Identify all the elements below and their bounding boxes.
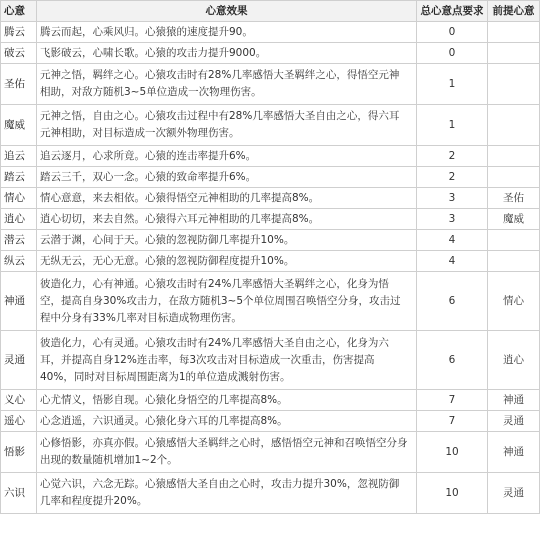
effect-text: 追云逐月，心求所竟。心猿的连击率提升6%。 — [40, 149, 257, 162]
prereq-cell — [488, 43, 540, 64]
mind-name-text: 追云 — [4, 149, 25, 162]
header-effect: 心意效果 — [37, 1, 417, 22]
points-cell — [417, 146, 488, 167]
mind-name-text: 纵云 — [4, 254, 25, 267]
points-text: 4 — [448, 233, 456, 246]
table-row — [1, 105, 540, 146]
points-cell — [417, 188, 488, 209]
prereq-text: 神通 — [503, 445, 524, 458]
points-cell — [417, 411, 488, 432]
effect-cell — [37, 331, 417, 390]
effect-cell — [37, 411, 417, 432]
table-header-row — [1, 1, 540, 22]
prereq-cell — [488, 411, 540, 432]
mind-name-cell — [1, 64, 37, 105]
table-row — [1, 209, 540, 230]
effect-text: 无纵无云，无心无意。心猿的忽视防御程度提升10%。 — [40, 254, 295, 267]
table-body — [1, 22, 540, 514]
mind-name-cell — [1, 331, 37, 390]
points-cell — [417, 167, 488, 188]
prereq-cell — [488, 209, 540, 230]
mind-name-cell — [1, 230, 37, 251]
table-row — [1, 432, 540, 473]
prereq-cell — [488, 167, 540, 188]
prereq-text: 魔威 — [503, 212, 524, 225]
prereq-text: 灵通 — [503, 414, 524, 427]
points-cell — [417, 64, 488, 105]
points-cell — [417, 251, 488, 272]
points-cell — [417, 105, 488, 146]
points-text: 3 — [448, 212, 456, 225]
prereq-cell — [488, 230, 540, 251]
mind-name-cell — [1, 105, 37, 146]
points-text: 10 — [445, 445, 459, 458]
mind-name-text: 义心 — [4, 393, 25, 406]
effect-cell — [37, 209, 417, 230]
prereq-cell — [488, 64, 540, 105]
effect-cell — [37, 188, 417, 209]
mind-name-text: 神通 — [4, 294, 25, 307]
points-cell — [417, 390, 488, 411]
effect-cell — [37, 251, 417, 272]
prereq-text: 逍心 — [503, 353, 524, 366]
points-text: 1 — [448, 77, 456, 90]
prereq-cell — [488, 146, 540, 167]
effect-text: 心觉六识，六念无踪。心猿感悟大圣自由之心时，攻击力提升30%，忽视防御 几率和程度提升20%。 — [40, 478, 400, 507]
table-row — [1, 230, 540, 251]
effect-cell — [37, 390, 417, 411]
prereq-text: 神通 — [503, 393, 524, 406]
effect-cell — [37, 272, 417, 331]
effect-text: 情心意意，来去相依。心猿得悟空元神相助的几率提高8%。 — [40, 191, 320, 204]
effect-cell — [37, 230, 417, 251]
mind-name-cell — [1, 209, 37, 230]
points-text: 1 — [448, 118, 456, 131]
table-row — [1, 473, 540, 514]
table-row — [1, 146, 540, 167]
header-prereq: 前提心意 — [488, 1, 540, 22]
mind-name-text: 破云 — [4, 46, 25, 59]
effect-text: 彼造化力，心有灵通。心猿攻击时有24%几率感悟大圣自由之心，化身为六 耳，并提高自身12%连击率，每3次攻击对目标造成一次重击，伤害提高 40%，同时对目标周围距离为1的单位造成溅射伤害。 — [40, 336, 389, 383]
effect-cell — [37, 432, 417, 473]
effect-cell — [37, 64, 417, 105]
table-row — [1, 64, 540, 105]
points-cell — [417, 432, 488, 473]
mind-name-cell — [1, 411, 37, 432]
mind-name-cell — [1, 43, 37, 64]
mind-name-text: 六识 — [4, 486, 25, 499]
prereq-cell — [488, 251, 540, 272]
points-cell — [417, 272, 488, 331]
points-text: 0 — [448, 25, 456, 38]
prereq-cell — [488, 188, 540, 209]
effect-text: 逍心切切，来去自然。心猿得六耳元神相助的几率提高8%。 — [40, 212, 320, 225]
points-text: 7 — [448, 393, 456, 406]
table-row — [1, 188, 540, 209]
table-row — [1, 251, 540, 272]
prereq-text: 情心 — [503, 294, 524, 307]
prereq-cell — [488, 432, 540, 473]
effect-text: 腾云而起，心乘风归。心猿猿的速度提升90。 — [40, 25, 253, 38]
points-text: 6 — [448, 353, 456, 366]
prereq-cell — [488, 22, 540, 43]
mind-name-text: 腾云 — [4, 25, 25, 38]
table-row — [1, 22, 540, 43]
prereq-cell — [488, 105, 540, 146]
mind-name-text: 灵通 — [4, 353, 25, 366]
mind-name-cell — [1, 432, 37, 473]
effect-text: 彼造化力，心有神通。心猿攻击时有24%几率感悟大圣羁绊之心，化身为悟 空，提高自身30%攻击力，在敌方随机3~5个单位周围召唤悟空分身，攻击过 程中分身有33%几率对目标造成物理伤害。 — [40, 277, 401, 324]
effect-cell — [37, 473, 417, 514]
effect-text: 踏云三千，双心一念。心猿的致命率提升6%。 — [40, 170, 257, 183]
points-cell — [417, 230, 488, 251]
points-text: 3 — [448, 191, 456, 204]
header-mind: 心意 — [1, 1, 37, 22]
mind-name-cell — [1, 167, 37, 188]
header-points: 总心意点要求 — [417, 1, 488, 22]
prereq-cell — [488, 390, 540, 411]
table-row — [1, 390, 540, 411]
table-row — [1, 272, 540, 331]
table-row — [1, 331, 540, 390]
mind-name-text: 遥心 — [4, 414, 25, 427]
points-text: 2 — [448, 149, 456, 162]
points-cell — [417, 209, 488, 230]
effect-text: 心尤情义，悟影自现。心猿化身悟空的几率提高8%。 — [40, 393, 288, 406]
effect-cell — [37, 105, 417, 146]
effect-text: 元神之悟，羁绊之心。心猿攻击时有28%几率感悟大圣羁绊之心，得悟空元神 相助，对敌方随机3~5单位造成一次物理伤害。 — [40, 69, 400, 98]
points-text: 10 — [445, 486, 459, 499]
effect-text: 云潜于渊，心间于天。心猿的忽视防御几率提升10%。 — [40, 233, 295, 246]
points-cell — [417, 473, 488, 514]
mind-name-text: 踏云 — [4, 170, 25, 183]
effect-cell — [37, 43, 417, 64]
mind-name-text: 逍心 — [4, 212, 25, 225]
effect-text: 飞影破云，心啸长歌。心猿的攻击力提升9000。 — [40, 46, 267, 59]
mind-name-cell — [1, 473, 37, 514]
effect-cell — [37, 22, 417, 43]
table-row — [1, 43, 540, 64]
mind-name-cell — [1, 272, 37, 331]
mind-name-text: 魔威 — [4, 118, 25, 131]
mind-name-text: 情心 — [4, 191, 25, 204]
points-text: 6 — [448, 294, 456, 307]
points-cell — [417, 43, 488, 64]
table-row — [1, 167, 540, 188]
effect-cell — [37, 167, 417, 188]
prereq-cell — [488, 272, 540, 331]
mind-name-cell — [1, 390, 37, 411]
points-cell — [417, 22, 488, 43]
effect-cell — [37, 146, 417, 167]
points-text: 7 — [448, 414, 456, 427]
mind-name-text: 圣佑 — [4, 77, 25, 90]
points-cell — [417, 331, 488, 390]
effect-text: 心念逍遥，六识通灵。心猿化身六耳的几率提高8%。 — [40, 414, 288, 427]
prereq-cell — [488, 473, 540, 514]
mind-name-text: 悟影 — [4, 445, 25, 458]
prereq-text: 圣佑 — [503, 191, 524, 204]
effect-text: 元神之悟，自由之心。心猿攻击过程中有28%几率感悟大圣自由之心，得六耳 元神相助，对目标造成一次额外物理伤害。 — [40, 110, 400, 139]
points-text: 0 — [448, 46, 456, 59]
points-text: 4 — [448, 254, 456, 267]
mind-name-text: 潜云 — [4, 233, 25, 246]
prereq-text: 灵通 — [503, 486, 524, 499]
mind-name-cell — [1, 251, 37, 272]
table-row — [1, 411, 540, 432]
effect-text: 心修悟影，亦真亦假。心猿感悟大圣羁绊之心时，感悟悟空元神和召唤悟空分身 出现的数量随机增加1~2个。 — [40, 437, 408, 466]
points-text: 2 — [448, 170, 456, 183]
mind-name-cell — [1, 188, 37, 209]
prereq-cell — [488, 331, 540, 390]
mind-name-cell — [1, 22, 37, 43]
mind-name-cell — [1, 146, 37, 167]
